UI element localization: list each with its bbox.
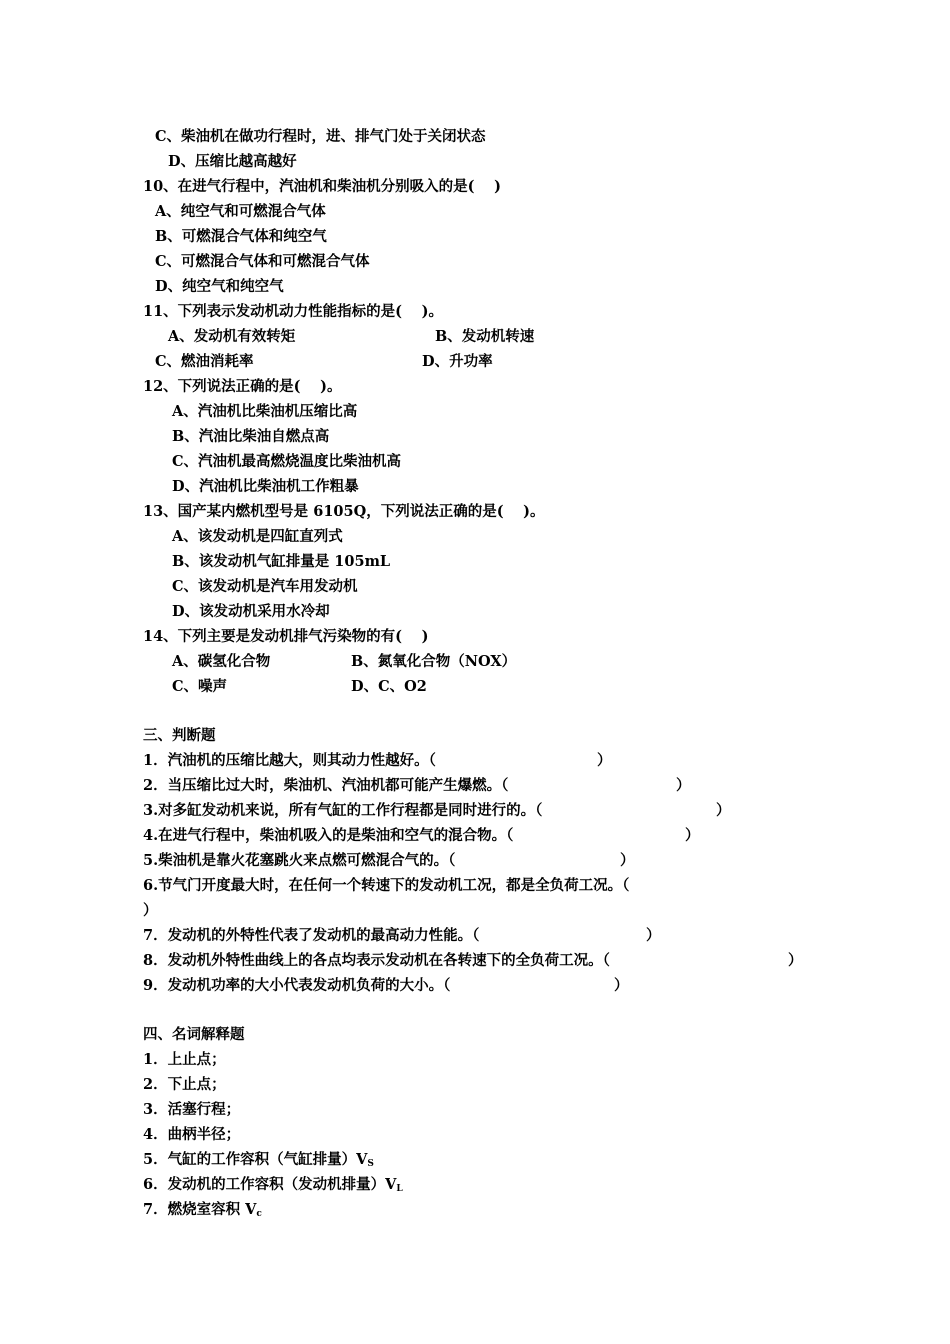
judge-item-text: 2．当压缩比过大时，柴油机、汽油机都可能产生爆燃。（ <box>143 777 509 794</box>
q13-option-a: A、该发动机是四缸直列式 <box>172 528 343 545</box>
term-item: 2．下止点； <box>143 1076 226 1093</box>
judge-item-text: 1．汽油机的压缩比越大，则其动力性越好。（ <box>143 752 436 769</box>
term-item: 4．曲柄半径； <box>143 1126 241 1143</box>
q12-option-d: D、汽油机比柴油机工作粗暴 <box>172 478 359 495</box>
judge-item-blank-close: ） <box>143 902 158 919</box>
q9-option-c: C、柴油机在做功行程时，进、排气门处于关闭状态 <box>155 128 486 145</box>
q14-option-c: C、噪声 <box>172 678 228 695</box>
term-item: 1．上止点； <box>143 1051 226 1068</box>
q14-option-b: B、氮氧化合物（NOX） <box>351 653 517 670</box>
term-item-text: 5．气缸的工作容积（气缸排量）V <box>143 1151 368 1168</box>
term-item-subscript: c <box>256 1209 262 1219</box>
q10-stem: 10、在进气行程中，汽油机和柴油机分别吸入的是( ) <box>143 178 501 195</box>
judge-item-blank-close: ） <box>597 752 612 769</box>
term-item-subscript: L <box>396 1184 403 1194</box>
judge-item-blank-close: ） <box>788 952 803 969</box>
q10-option-b: B、可燃混合气体和纯空气 <box>155 228 327 245</box>
q11-option-a: A、发动机有效转矩 <box>168 328 296 345</box>
q13-stem: 13、国产某内燃机型号是 6105Q，下列说法正确的是( )。 <box>143 503 545 520</box>
term-item-subscript: S <box>367 1159 374 1169</box>
judge-item-text: 7．发动机的外特性代表了发动机的最高动力性能。（ <box>143 927 480 944</box>
q11-option-d: D、升功率 <box>422 353 493 370</box>
q11-option-b: B、发动机转速 <box>435 328 535 345</box>
q10-option-a: A、纯空气和可燃混合气体 <box>155 203 326 220</box>
q14-option-a: A、碳氢化合物 <box>172 653 271 670</box>
judge-item-blank-close: ） <box>716 802 731 819</box>
q10-option-d: D、纯空气和纯空气 <box>155 278 284 295</box>
section-terms-title: 四、名词解释题 <box>143 1026 245 1043</box>
q12-option-c: C、汽油机最高燃烧温度比柴油机高 <box>172 453 402 470</box>
judge-item-text: 6.节气门开度最大时，在任何一个转速下的发动机工况，都是全负荷工况。（ <box>143 877 630 894</box>
judge-item-blank-close: ） <box>646 927 661 944</box>
term-item-with-sub <box>143 1175 403 1199</box>
q11-stem: 11、下列表示发动机动力性能指标的是( )。 <box>143 303 443 320</box>
judge-item-text: 3.对多缸发动机来说，所有气缸的工作行程都是同时进行的。（ <box>143 802 543 819</box>
judge-item-blank-close: ） <box>614 977 629 994</box>
q11-option-c: C、燃油消耗率 <box>155 353 254 370</box>
judge-item-text: 9．发动机功率的大小代表发动机负荷的大小。（ <box>143 977 451 994</box>
section-judge-title: 三、判断题 <box>143 727 216 744</box>
term-item-text: 7．燃烧室容积 V <box>143 1201 257 1218</box>
term-item: 3．活塞行程； <box>143 1101 241 1118</box>
q13-option-c: C、该发动机是汽车用发动机 <box>172 578 358 595</box>
q14-option-d: D、C、O2 <box>351 678 427 695</box>
term-item-text: 6．发动机的工作容积（发动机排量）V <box>143 1176 397 1193</box>
term-item-with-sub <box>143 1200 262 1224</box>
judge-item-blank-close: ） <box>685 827 700 844</box>
q12-stem: 12、下列说法正确的是( )。 <box>143 378 342 395</box>
judge-item-text: 8．发动机外特性曲线上的各点均表示发动机在各转速下的全负荷工况。（ <box>143 952 610 969</box>
term-item-with-sub <box>143 1150 374 1174</box>
judge-item-text: 5.柴油机是靠火花塞跳火来点燃可燃混合气的。（ <box>143 852 456 869</box>
q13-option-b: B、该发动机气缸排量是 105mL <box>172 553 391 570</box>
q9-option-d: D、压缩比越高越好 <box>168 153 297 170</box>
judge-item-blank-close: ） <box>620 852 635 869</box>
q13-option-d: D、该发动机采用水冷却 <box>172 603 330 620</box>
judge-item-blank-close: ） <box>676 777 691 794</box>
q12-option-b: B、汽油比柴油自燃点高 <box>172 428 330 445</box>
q12-option-a: A、汽油机比柴油机压缩比高 <box>172 403 358 420</box>
judge-item-text: 4.在进气行程中，柴油机吸入的是柴油和空气的混合物。（ <box>143 827 514 844</box>
q10-option-c: C、可燃混合气体和可燃混合气体 <box>155 253 370 270</box>
q14-stem: 14、下列主要是发动机排气污染物的有( ) <box>143 628 429 645</box>
